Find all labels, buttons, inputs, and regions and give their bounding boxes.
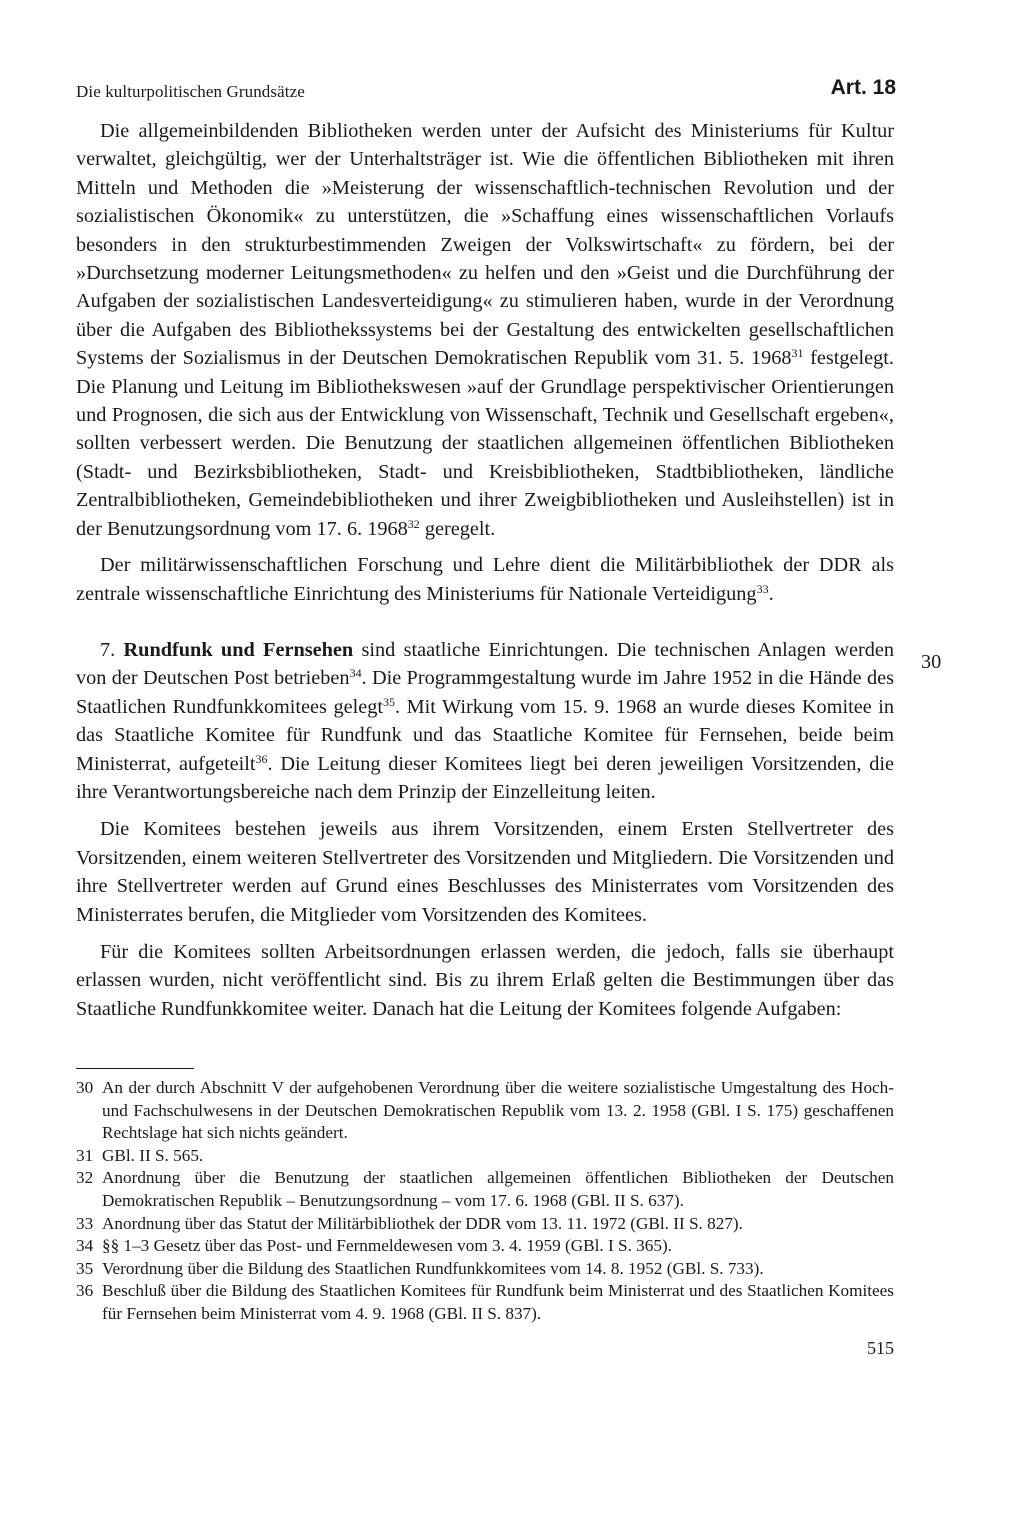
footnote-number: 36 [76,1281,94,1301]
paragraph-libraries [76,117,894,543]
text-run: geregelt. [419,517,496,540]
footnote-text: Beschluß über die Bildung des Staatlichen Komitees für Rundfunk beim Ministerrat und des Staatlichen Komitees für Fernsehen beim Ministerrat vom 4. 9. 1968 (GBl. II S. 837). [102,1281,894,1323]
footnote-divider [76,1068,194,1069]
section-heading: Rundfunk und Fernsehen [123,638,354,661]
footnote-number: 34 [76,1236,94,1256]
footnote-ref[interactable]: 34 [349,666,362,681]
footnote-text: An der durch Abschnitt V der aufgehobenen Verordnung über die weitere sozialistische Umgestaltung des Hoch- und Fachschulwesens in der Deutschen Demokratischen Republik vom 13. 2. 1958 (GBl. I S. 175) geschaffenen Rechtslage hat sich nichts geändert. [102,1078,894,1143]
paragraph-broadcasting [76,636,894,806]
footnote [76,1167,894,1212]
paragraph-committees: Die Komitees bestehen jeweils aus ihrem Vorsitzenden, einem Ersten Stellvertreter des Vorsitzenden, einem weiteren Stellvertreter des Vorsitzenden und Mitgliedern. Die Vorsitzenden und ihre Stellvertreter werden auf Grund eines Beschlusses des Ministerrates vom Vorsitzenden des Ministerrates berufen, die Mitglieder vom Vorsitzenden des Komitees. [76,818,894,926]
footnote-number: 35 [76,1258,94,1278]
text-run: . Die Programmgestaltung wurde im Jahre 1952 in die Hände des Staatlichen Rundfunkkomitees gelegt [76,667,894,718]
text-run: . Mit Wirkung vom 15. 9. 1968 an wurde dieses Komitee in das Staatliche Komitee für Rundfunk und das Staatliche Komitee für Fernsehen, beide beim Ministerrat, aufgeteilt [76,695,894,775]
footnote-text: Anordnung über die Benutzung der staatlichen allgemeinen öffentlichen Bibliotheken der Deutschen Demokratischen Republik – Benutzungsordnung – vom 17. 6. 1968 (GBl. II S. 637). [102,1168,894,1210]
footnote-ref[interactable]: 31 [791,346,804,361]
footnote-ref[interactable]: 36 [255,751,268,766]
footnote [76,1258,894,1281]
footnote-text: GBl. II S. 565. [102,1145,204,1165]
footnote-ref[interactable]: 33 [756,581,769,596]
section-number: 7. [100,638,116,661]
footnote-text: Anordnung über das Statut der Militärbibliothek der DDR vom 13. 11. 1972 (GBl. II S. 827). [102,1213,743,1233]
footnotes [76,1077,894,1326]
footnote-ref[interactable]: 32 [407,516,420,531]
text-run: Der militärwissenschaftlichen Forschung und Lehre dient die Militärbibliothek der DDR als zentrale wissenschaftliche Einrichtung des Ministeriums für Nationale Verteidigung [76,554,894,605]
footnote-number: 30 [76,1078,94,1097]
running-title: Die kulturpolitischen Grundsätze [76,82,305,101]
text-run: . Die Leitung dieser Komitees liegt bei deren jeweiligen Vorsitzenden, die ihre Verantwortungsbereiche nach dem Prinzip der Einzelleitung leiten. [76,752,895,803]
footnote [76,1235,894,1258]
text-run: festgelegt. Die Planung und Leitung im Bibliothekswesen »auf der Grundlage perspektivischer Orientierungen und Prognosen, die sich aus der Entwicklung von Wissenschaft, Technik und Gesellschaft ergeben«, sollten verbessert werden. Die Benutzung der staatlichen allgemeinen öffentlichen Bibliotheken (Stadt- und Bezirksbibliotheken, Stadt- und Kreisbibliotheken, Stadtbibliotheken, ländliche Zentralbibliotheken, Gemeindebibliotheken und ihrer Zweigbibliotheken und Ausleihstellen) ist in der Benutzungsordnung vom 17. 6. 1968 [76,347,894,540]
paragraph-military-library [76,551,894,608]
footnote-number: 33 [76,1213,94,1233]
footnote [76,1213,894,1236]
body-text [76,117,894,1023]
footnote-number: 32 [76,1168,94,1188]
footnote-text: §§ 1–3 Gesetz über das Post- und Fernmeldewesen vom 3. 4. 1959 (GBl. I S. 365). [102,1236,672,1256]
footnote-text: Verordnung über die Bildung des Staatlichen Rundfunkkomitees vom 14. 8. 1952 (GBl. S. 733). [102,1258,764,1278]
footnote-number: 31 [76,1145,94,1165]
paragraph-work-orders: Für die Komitees sollten Arbeitsordnungen erlassen werden, die jedoch, falls sie überhaupt erlassen wurden, nicht veröffentlicht sind. Bis zu ihrem Erlaß gelten die Bestimmungen über das Staatliche Rundfunkkomitee weiter. Danach hat die Leitung der Komitees folgende Aufgaben: [76,940,894,1020]
footnote [76,1077,894,1145]
text-run: sind staatliche Einrichtungen. Die technischen Anlagen werden von der Deutschen Post betrieben [76,638,894,690]
margin-number: 30 [921,651,942,673]
running-head [76,76,896,106]
text-run: Die allgemeinbildenden Bibliotheken werden unter der Aufsicht des Ministeriums für Kultur verwaltet, gleichgültig, wer der Unterhaltsträger ist. Wie die öffentlichen Bibliotheken mit ihren Mitteln und Methoden die »Meisterung der wissenschaftlich-technischen Revolution und der sozialistischen Ökonomik« zu unterstützen, die »Schaffung eines wissenschaftlichen Vorlaufs besonders in den strukturbestimmenden Zweigen der Volkswirtschaft« zu fördern, bei der »Durchsetzung moderner Leitungsmethoden« zu helfen und den »Geist und die Durchführung der Aufgaben der sozialistischen Landesverteidigung« zu stimulieren haben, wurde in der Verordnung über die Aufgaben des Bibliothekssystems bei der Gestaltung des entwickelten gesellschaftlichen Systems der Sozialismus in der Deutschen Demokratischen Republik vom 31. 5. 1968 [76,120,894,370]
footnote [76,1145,894,1168]
page-number: 515 [867,1338,894,1358]
footnote [76,1280,894,1325]
text-run: . [768,582,774,605]
footnote-ref[interactable]: 35 [383,694,396,709]
article-number: Art. 18 [830,76,896,99]
